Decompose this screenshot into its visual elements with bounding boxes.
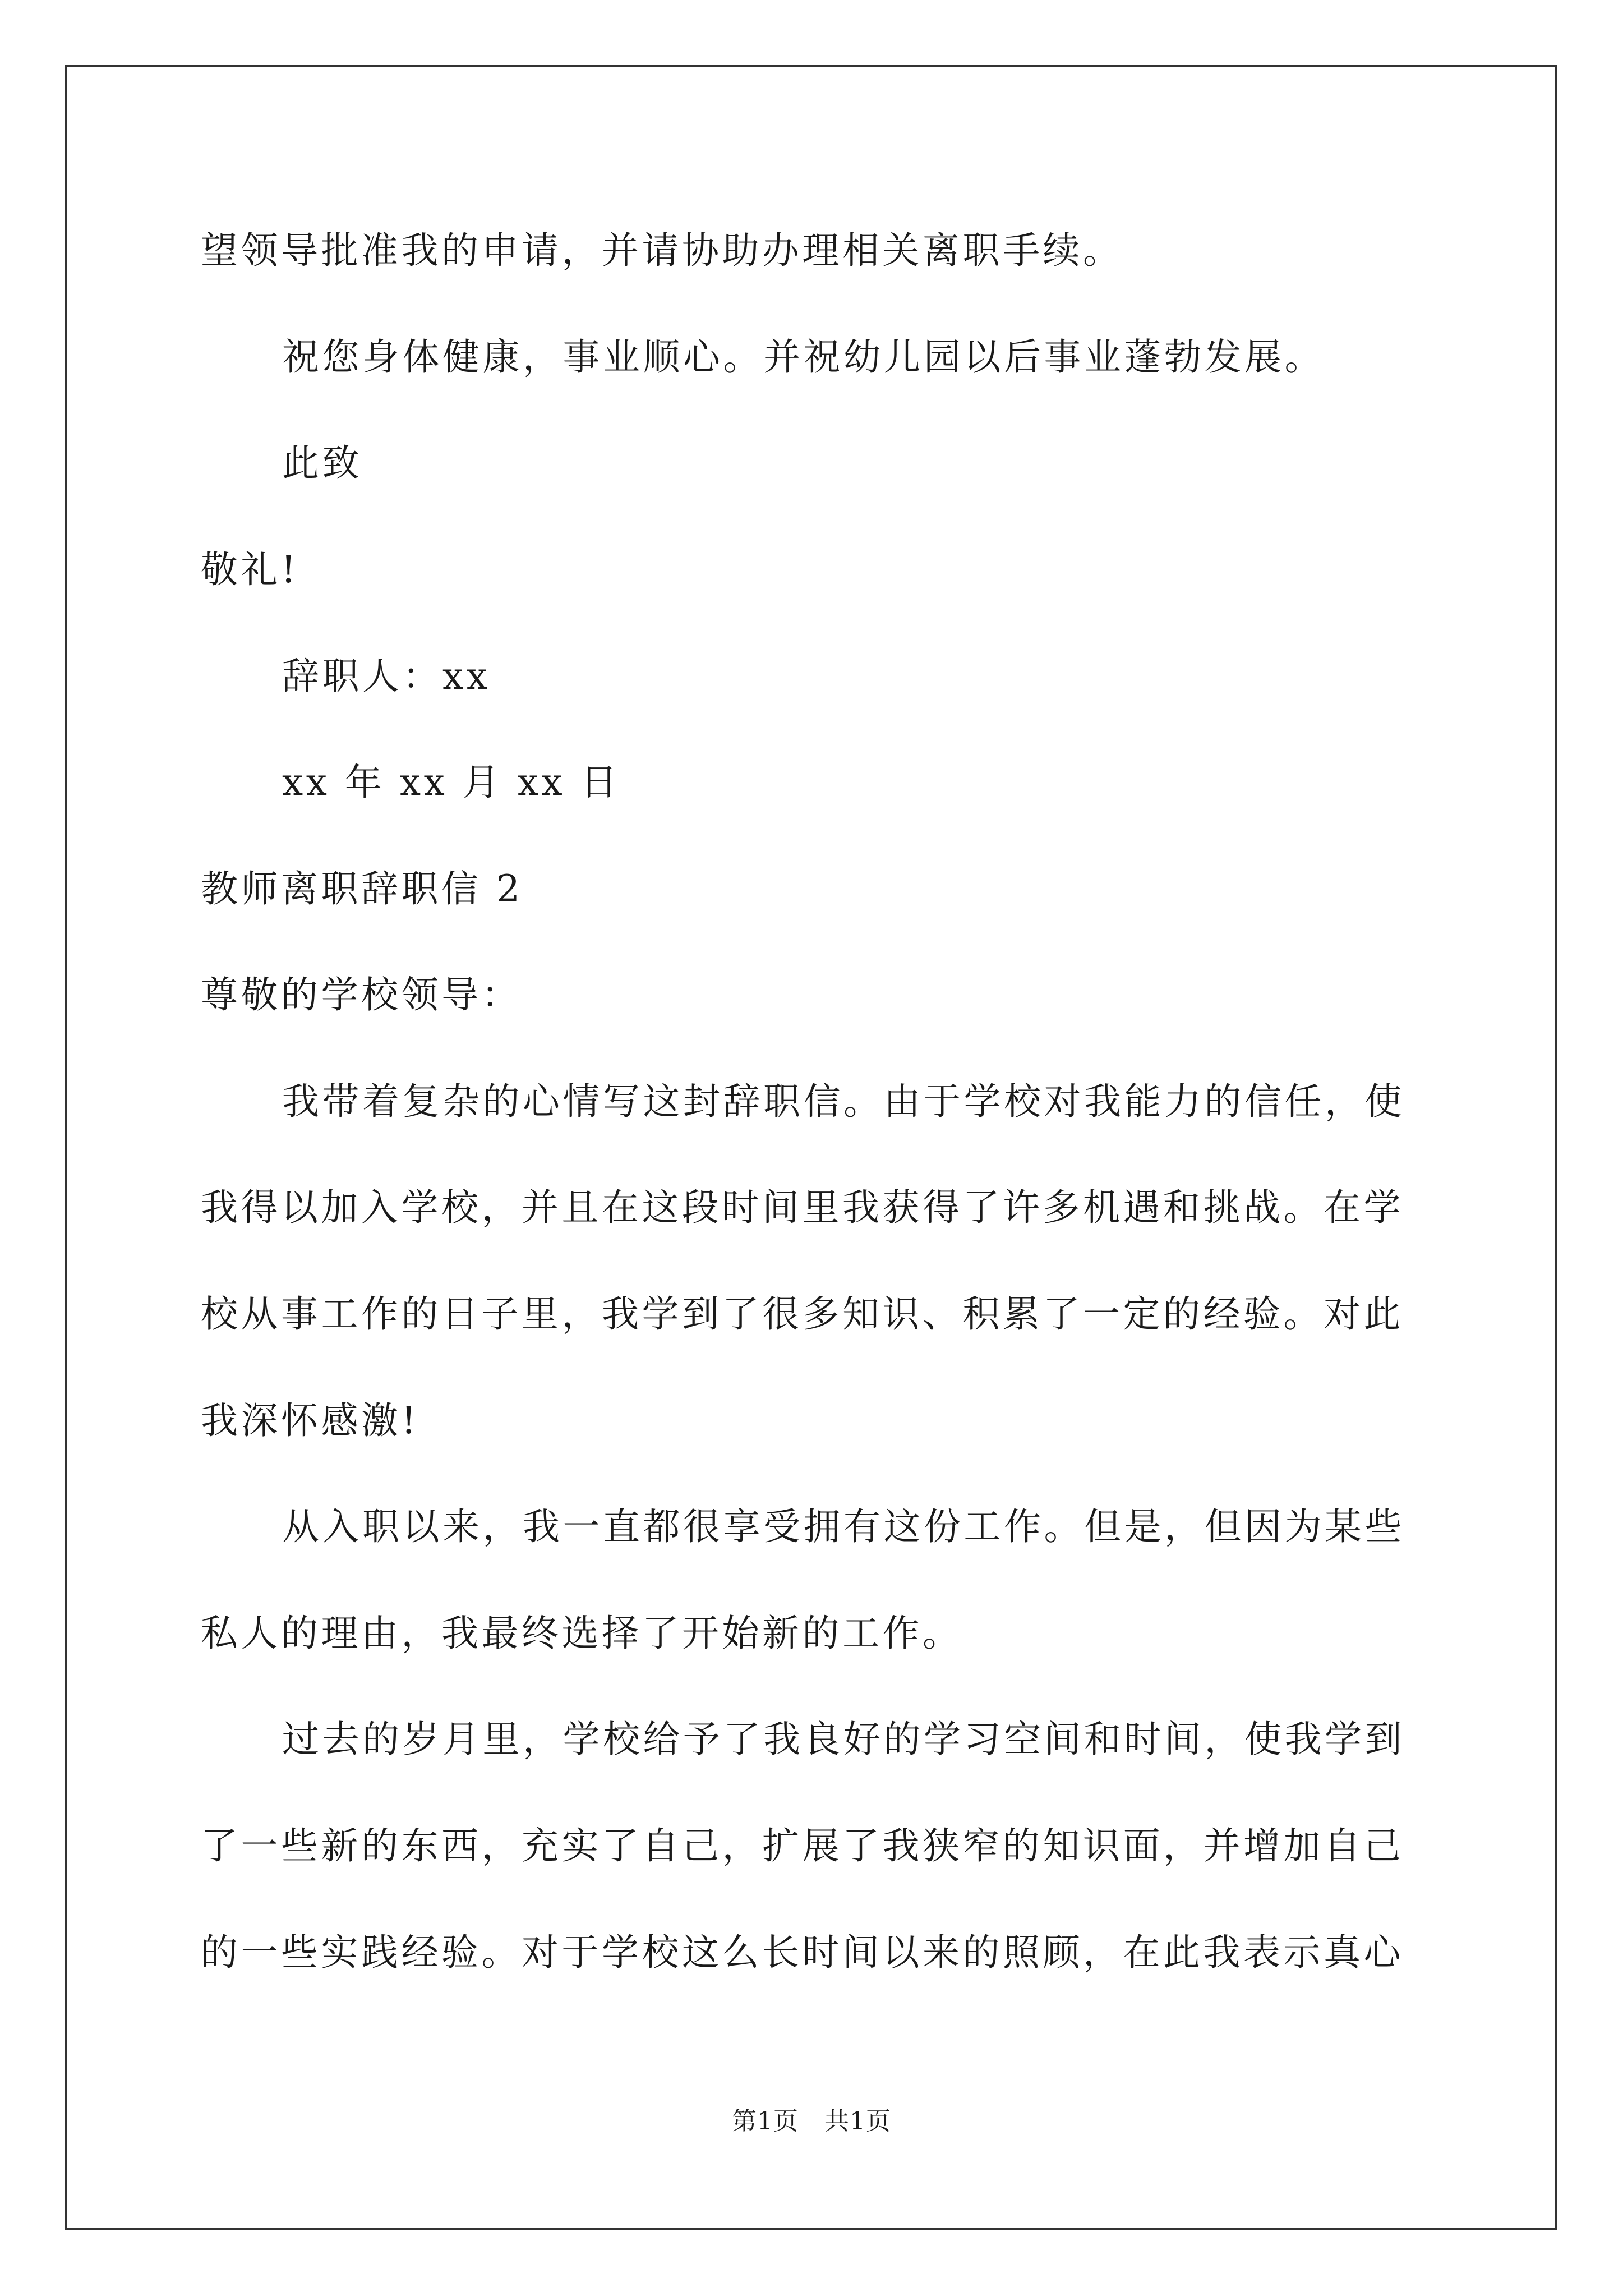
text-line: 了一些新的东西，充实了自己，扩展了我狭窄的知识面，并增加自己 (201, 1824, 1404, 1867)
page-border (65, 65, 1557, 2230)
text-line: 私人的理由，我最终选择了开始新的工作。 (201, 1612, 963, 1655)
text-line: 望领导批准我的申请，并请协助办理相关离职手续。 (201, 229, 1123, 272)
text-line: 祝您身体健康，事业顺心。并祝幼儿园以后事业蓬勃发展。 (282, 335, 1325, 379)
letter-greeting: 尊敬的学校领导： (201, 973, 522, 1016)
text-line: 我得以加入学校，并且在这段时间里我获得了许多机遇和挑战。在学 (201, 1186, 1404, 1229)
text-line: 我带着复杂的心情写这封辞职信。由于学校对我能力的信任，使 (282, 1080, 1405, 1123)
page-number-current: 第1页 (732, 2107, 799, 2136)
page-footer (0, 2105, 1623, 2138)
text-line: 从入职以来，我一直都很享受拥有这份工作。但是，但因为某些 (282, 1505, 1405, 1548)
text-line: 校从事工作的日子里，我学到了很多知识、积累了一定的经验。对此 (201, 1292, 1404, 1336)
salutation-respect: 敬礼! (201, 548, 299, 591)
page-number-total: 共1页 (824, 2107, 891, 2136)
text-line: 我深怀感激! (201, 1399, 419, 1442)
signer-line: 辞职人：xx (282, 655, 491, 698)
section-title: 教师离职辞职信 2 (201, 867, 523, 910)
text-line: 的一些实践经验。对于学校这么长时间以来的照顾，在此我表示真心 (201, 1931, 1404, 1974)
date-line: xx 年 xx 月 xx 日 (282, 761, 621, 804)
text-line: 过去的岁月里，学校给予了我良好的学习空间和时间，使我学到 (282, 1718, 1405, 1761)
salutation-closing: 此致 (282, 441, 362, 485)
